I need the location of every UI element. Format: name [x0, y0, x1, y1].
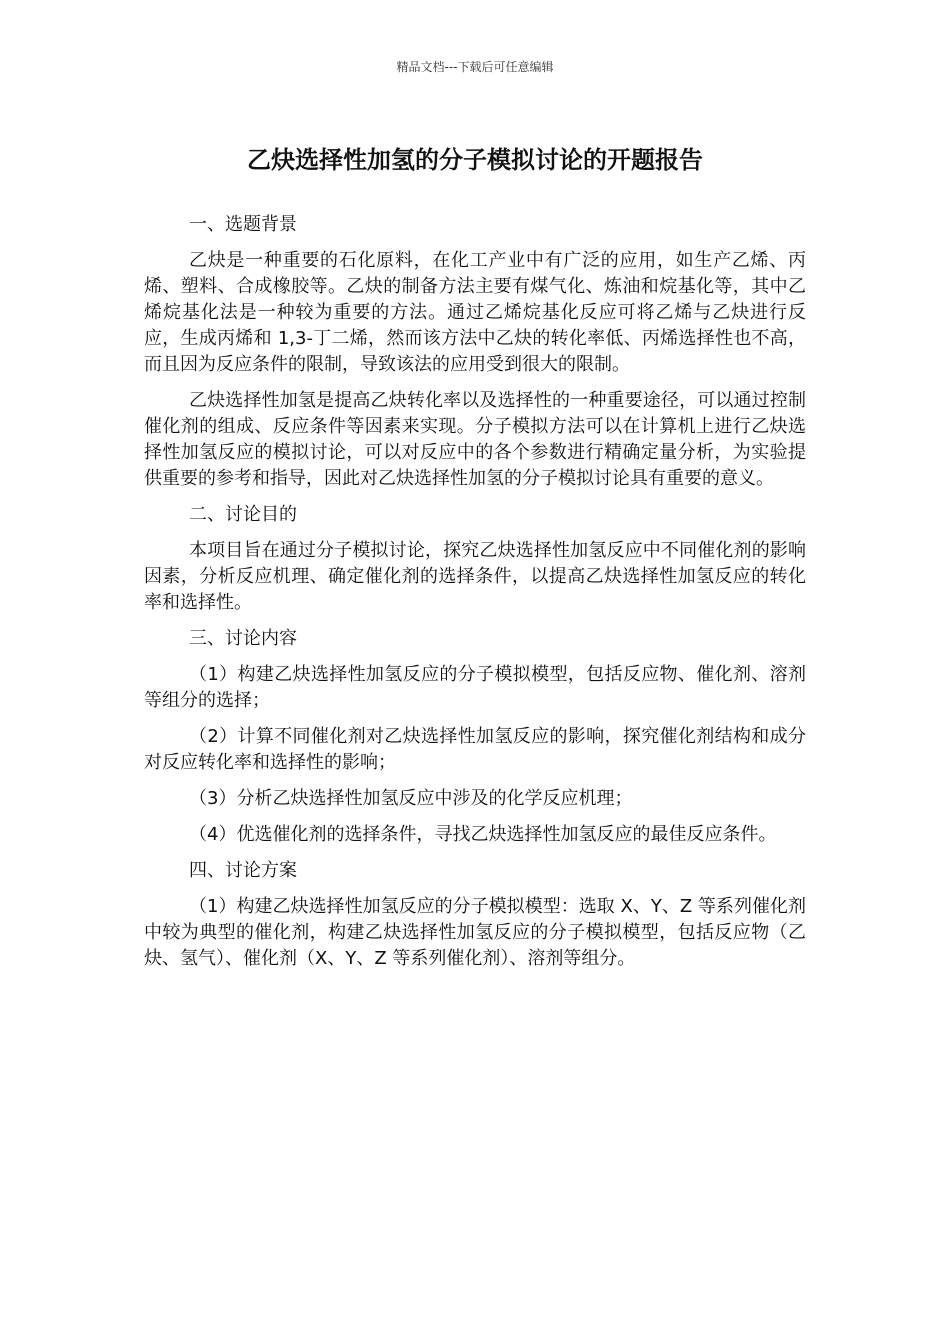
background-paragraph-1: 乙炔是一种重要的石化原料，在化工产业中有广泛的应用，如生产乙烯、丙烯、塑料、合成橡胶等。乙炔的制备方法主要有煤气化、炼油和烷基化等，其中乙烯烷基化法是一种较为重要的方法。通过乙烯烷基化反应可将乙烯与乙炔进行反应，生成丙烯和 1,3-丁二烯，然而该方法中乙炔的转化率低、丙烯选择性也不高，而且因为反应条件的限制，导致该法的应用受到很大的限制。: [144, 250, 806, 375]
section-heading-purpose: 二、讨论目的: [189, 504, 297, 525]
document-title: 乙炔选择性加氢的分子模拟讨论的开题报告: [247, 146, 703, 174]
content-item-3: （3）分析乙炔选择性加氢反应中涉及的化学反应机理；: [189, 788, 633, 809]
section-heading-content: 三、讨论内容: [189, 628, 297, 649]
purpose-paragraph: 本项目旨在通过分子模拟讨论，探究乙炔选择性加氢反应中不同催化剂的影响因素，分析反应机理、确定催化剂的选择条件，以提高乙炔选择性加氢反应的转化率和选择性。: [144, 540, 806, 613]
content-item-1: （1）构建乙炔选择性加氢反应的分子模拟模型，包括反应物、催化剂、溶剂等组分的选择；: [144, 664, 806, 711]
section-heading-plan: 四、讨论方案: [189, 860, 297, 881]
plan-item-1: （1）构建乙炔选择性加氢反应的分子模拟模型：选取 X、Y、Z 等系列催化剂中较为典型的催化剂，构建乙炔选择性加氢反应的分子模拟模型，包括反应物（乙炔、氢气）、催化剂（X、Y、Z 等系列催化剂）、溶剂等组分。: [144, 896, 806, 969]
content-item-4: （4）优选催化剂的选择条件，寻找乙炔选择性加氢反应的最佳反应条件。: [189, 824, 777, 845]
section-heading-background: 一、选题背景: [189, 214, 297, 235]
page-header-note: 精品文档---下载后可任意编辑: [396, 60, 554, 74]
content-item-2: （2）计算不同催化剂对乙炔选择性加氢反应的影响，探究催化剂结构和成分对反应转化率和选择性的影响；: [144, 726, 806, 773]
background-paragraph-2: 乙炔选择性加氢是提高乙炔转化率以及选择性的一种重要途径，可以通过控制催化剂的组成、反应条件等因素来实现。分子模拟方法可以在计算机上进行乙炔选择性加氢反应的模拟讨论，可以对反应中的各个参数进行精确定量分析，为实验提供重要的参考和指导，因此对乙炔选择性加氢的分子模拟讨论具有重要的意义。: [144, 390, 806, 489]
document-body: [144, 212, 806, 982]
